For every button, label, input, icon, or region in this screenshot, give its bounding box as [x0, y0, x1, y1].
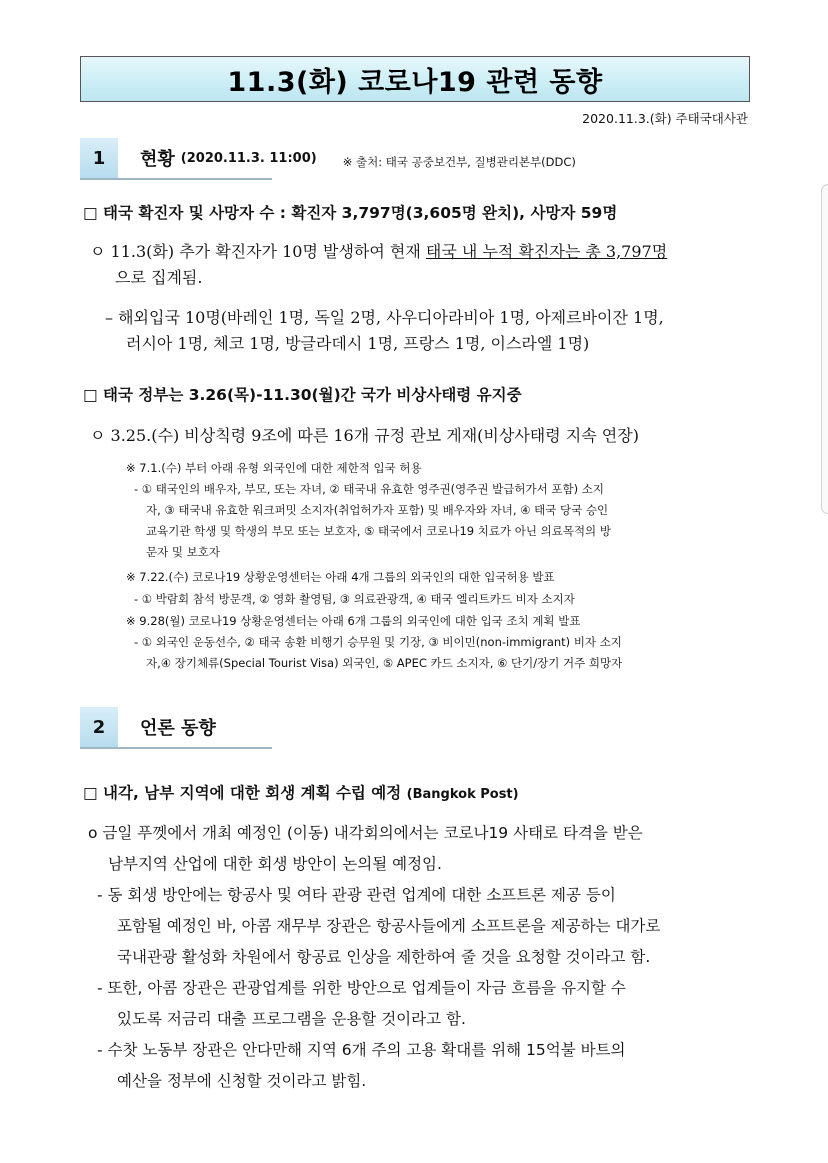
- note-line: ※ 7.22.(수) 코로나19 상황운영센터는 아래 4개 그룹의 외국인의 대한 입국허용 발표: [126, 570, 555, 584]
- note-line: 자,④ 장기체류(Special Tourist Visa) 외국인, ⑤ APEC 카드 소지자, ⑥ 단기/장기 거주 희망자: [146, 656, 623, 670]
- section-2-number: 2: [80, 707, 118, 747]
- block1-para1-line2: 으로 집계됨.: [115, 268, 203, 287]
- section-1-title: 현황: [140, 149, 175, 170]
- section-1-datetime: (2020.11.3. 11:00): [180, 150, 317, 166]
- bangkok-post-source: (Bangkok Post): [406, 787, 519, 802]
- note-line: ※ 9.28(월) 코로나19 상황운영센터는 아래 6개 그룹의 외국인에 대한 입국 조치 계획 발표: [126, 614, 581, 628]
- block1-para2-line2: 러시아 1명, 체코 1명, 방글라데시 1명, 프랑스 1명, 이스라엘 1명): [126, 334, 590, 353]
- article-line: - 또한, 아콤 장관은 관광업계를 위한 방안으로 업계들이 자금 흐름을 유지할 수: [97, 979, 626, 997]
- note-line: - ① 외국인 운동선수, ② 태국 송환 비행기 승무원 및 기장, ③ 비이민(non-immigrant) 비자 소지: [134, 635, 622, 649]
- block1-para1-line1: ㅇ 11.3(화) 추가 확진자가 10명 발생하여 현재 태국 내 누적 확진자는 총 3,797명: [90, 242, 668, 261]
- section-2-header: [80, 707, 216, 747]
- dateline: 2020.11.3.(화) 주태국대사관: [582, 111, 748, 126]
- section-1-underline: [80, 178, 272, 180]
- cumulative-cases-highlight: 태국 내 누적 확진자는 총 3,797명: [425, 242, 668, 261]
- section-1-source: ※ 출처: 태국 공중보건부, 질병관리본부(DDC): [342, 155, 576, 169]
- note-line: - ① 박람회 참석 방문객, ② 영화 촬영팀, ③ 의료관광객, ④ 태국 엘리트카드 비자 소지자: [134, 592, 575, 606]
- article-line: 포함될 예정인 바, 아콤 재무부 장관은 항공사들에게 소프트론을 제공하는 대가로: [117, 917, 661, 935]
- title-banner: [80, 56, 750, 102]
- article-line: 남부지역 산업에 대한 회생 방안이 논의될 예정임.: [108, 855, 442, 873]
- section-1-number: 1: [80, 138, 118, 178]
- article-line: - 수찻 노동부 장관은 안다만해 지역 6개 주의 고용 확대를 위해 15억불 바트의: [97, 1041, 626, 1059]
- article-line: - 동 회생 방안에는 항공사 및 여타 관광 관련 업계에 대한 소프트론 제공 등이: [97, 886, 616, 904]
- note-line: 문자 및 보호자: [146, 545, 220, 559]
- article-line: 예산을 정부에 신청할 것이라고 밝힘.: [117, 1072, 367, 1090]
- block2-para1: ㅇ 3.25.(수) 비상칙령 9조에 따른 16개 규정 관보 게재(비상사태령 지속 연장): [90, 426, 639, 445]
- note-line: - ① 태국인의 배우자, 부모, 또는 자녀, ② 태국내 유효한 영주권(영주권 발급허가서 포함) 소지: [134, 482, 604, 496]
- article-line: o 금일 푸껫에서 개최 예정인 (이동) 내각회의에서는 코로나19 사태로 타격을 받은: [88, 824, 643, 842]
- block1-para2-line1: – 해외입국 10명(바레인 1명, 독일 2명, 사우디아라비아 1명, 아제르바이잔 1명,: [105, 308, 664, 327]
- section-2-title: 언론 동향: [140, 718, 216, 739]
- page-title: 11.3(화) 코로나19 관련 동향: [227, 66, 603, 98]
- confirmed-cases-heading: □ 태국 확진자 및 사망자 수 : 확진자 3,797명(3,605명 완치), 사망자 59명: [83, 204, 618, 222]
- note-line: 교육기관 학생 및 학생의 부모 또는 보호자, ⑤ 태국에서 코로나19 치료가 아닌 의료목적의 방: [146, 524, 611, 538]
- south-recovery-heading: □ 내각, 남부 지역에 대한 회생 계획 수립 예정 (Bangkok Post): [83, 784, 519, 802]
- note-line: ※ 7.1.(수) 부터 아래 유형 외국인에 대한 제한적 입국 허용: [126, 461, 422, 475]
- scrollbar-thumb[interactable]: [821, 184, 828, 514]
- section-1-header: [80, 138, 576, 178]
- note-line: 자, ③ 태국내 유효한 워크퍼밋 소지자(취업허가자 포함) 및 배우자와 자녀, ④ 태국 당국 승인: [146, 503, 609, 517]
- emergency-decree-heading: □ 태국 정부는 3.26(목)-11.30(월)간 국가 비상사태령 유지중: [83, 386, 522, 404]
- article-line: 국내관광 활성화 차원에서 항공료 인상을 제한하여 줄 것을 요청할 것이라고 함.: [117, 948, 651, 966]
- article-line: 있도록 저금리 대출 프로그램을 운용할 것이라고 함.: [117, 1010, 466, 1028]
- section-2-underline: [80, 747, 272, 749]
